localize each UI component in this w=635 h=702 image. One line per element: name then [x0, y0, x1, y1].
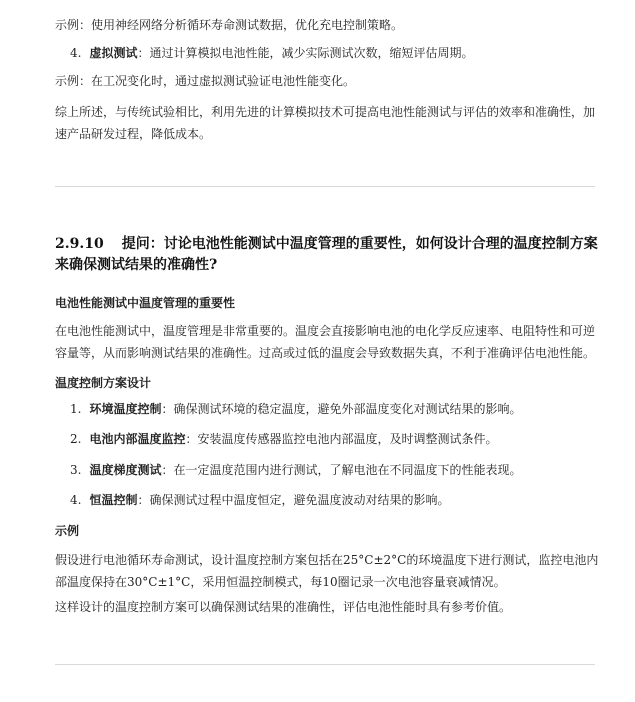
- list-item-label: 虚拟测试: [89, 46, 138, 60]
- list-item-virtual-testing: [70, 42, 600, 64]
- list-item-label: 恒温控制: [89, 493, 138, 507]
- list-item-temperature-gradient: [70, 459, 600, 481]
- list-item-ambient-temperature: [70, 398, 600, 420]
- list-item-text: ：确保测试过程中温度恒定，避免温度波动对结果的影响。: [137, 493, 450, 507]
- conclusion-paragraph: 这样设计的温度控制方案可以确保测试结果的准确性，评估电池性能时具有参考价值。: [55, 600, 512, 614]
- list-item-label: 电池内部温度监控: [89, 432, 186, 446]
- section-heading: [55, 234, 600, 276]
- list-item-text: ：安装温度传感器监控电池内部温度，及时调整测试条件。: [185, 432, 498, 446]
- list-item-number: 4.: [70, 46, 82, 60]
- list-item-number: 1.: [70, 402, 82, 416]
- example-paragraph: 假设进行电池循环寿命测试，设计温度控制方案包括在25°C±2°C的环境温度下进行测试，监控电池内部温度保持在30°C±1°C，采用恒温控制模式，每10圈记录一次电池容量衰减情况。: [55, 553, 599, 589]
- importance-heading: 电池性能测试中温度管理的重要性: [55, 296, 236, 310]
- importance-paragraph: 在电池性能测试中，温度管理是非常重要的。温度会直接影响电池的电化学反应速率、电阻特性和可逆容量等，从而影响测试结果的准确性。过高或过低的温度会导致数据失真，不利于准确评估电池性能。: [55, 324, 596, 360]
- list-item-label: 环境温度控制: [89, 402, 162, 416]
- list-item-number: 4.: [70, 493, 82, 507]
- design-heading: 温度控制方案设计: [55, 376, 152, 390]
- section-title: 提问：讨论电池性能测试中温度管理的重要性，如何设计合理的温度控制方案来确保测试结果的准确性?: [55, 236, 598, 273]
- list-item-number: 2.: [70, 432, 82, 446]
- list-item-internal-temperature: [70, 428, 600, 450]
- list-item-constant-temperature: [70, 489, 600, 511]
- section-number: 2.9.10: [55, 236, 104, 252]
- example-virtual-testing: 示例：在工况变化时，通过虚拟测试验证电池性能变化。: [55, 74, 356, 88]
- list-item-text: ：确保测试环境的稳定温度，避免外部温度变化对测试结果的影响。: [161, 402, 522, 416]
- example-neural-network: 示例：使用神经网络分析循环寿命测试数据，优化充电控制策略。: [55, 18, 404, 32]
- list-item-text: ：通过计算模拟电池性能，减少实际测试次数，缩短评估周期。: [137, 46, 474, 60]
- list-item-number: 3.: [70, 463, 82, 477]
- example-heading: 示例: [55, 524, 80, 538]
- summary-paragraph: 综上所述，与传统试验相比，利用先进的计算模拟技术可提高电池性能测试与评估的效率和准确性，加速产品研发过程，降低成本。: [55, 105, 596, 141]
- list-item-text: ：在一定温度范围内进行测试，了解电池在不同温度下的性能表现。: [161, 463, 522, 477]
- section-divider-bottom: [55, 664, 595, 665]
- list-item-label: 温度梯度测试: [89, 463, 162, 477]
- section-divider-top: [55, 186, 595, 187]
